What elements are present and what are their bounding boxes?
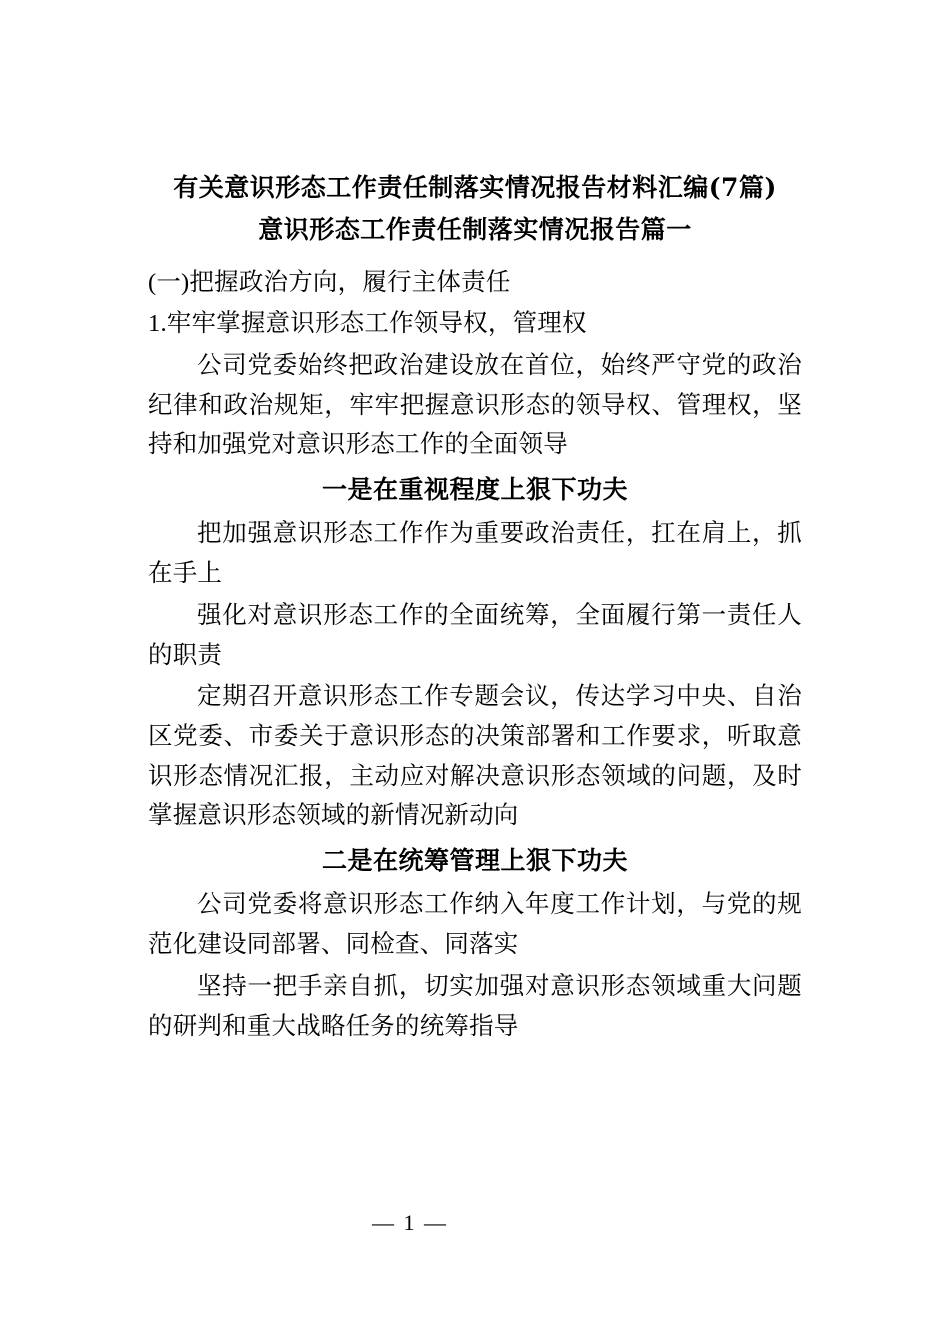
paragraph-body-2: 把加强意识形态工作作为重要政治责任，扛在肩上，抓在手上: [148, 520, 802, 588]
paragraph-body-3: 强化对意识形态工作的全面统筹，全面履行第一责任人的职责: [148, 601, 802, 669]
paragraph-item-1: 1.牢牢掌握意识形态工作领导权，管理权: [148, 310, 587, 338]
paragraph-body-4: 定期召开意识形态工作专题会议，传达学习中央、自治区党委、市委关于意识形态的决策部署和工作要求，听取意识形态情况汇报，主动应对解决意识形态领域的问题，及时掌握意识形态领域的新情况新动向: [148, 683, 802, 830]
paragraph-section-a: (一)把握政治方向，履行主体责任: [148, 268, 511, 296]
paragraph-body-1: 公司党委始终把政治建设放在首位，始终严守党的政治纪律和政治规矩，牢牢把握意识形态的领导权、管理权，坚持和加强党对意识形态工作的全面领导: [148, 351, 802, 459]
page-footer: [0, 1210, 950, 1236]
document-subtitle: 意识形态工作责任制落实情况报告篇一: [258, 215, 692, 245]
section-heading-two: 二是在统筹管理上狠下功夫: [321, 845, 628, 875]
section-heading-one: 一是在重视程度上狠下功夫: [321, 474, 628, 504]
page-number: — 1 —: [372, 1210, 448, 1235]
page-title: 有关意识形态工作责任制落实情况报告材料汇编(7篇): [173, 173, 777, 202]
paragraph-body-6: 坚持一把手亲自抓，切实加强对意识形态领域重大问题的研判和重大战略任务的统筹指导: [148, 972, 802, 1040]
paragraph-body-5: 公司党委将意识形态工作纳入年度工作计划，与党的规范化建设同部署、同检查、同落实: [148, 891, 802, 959]
